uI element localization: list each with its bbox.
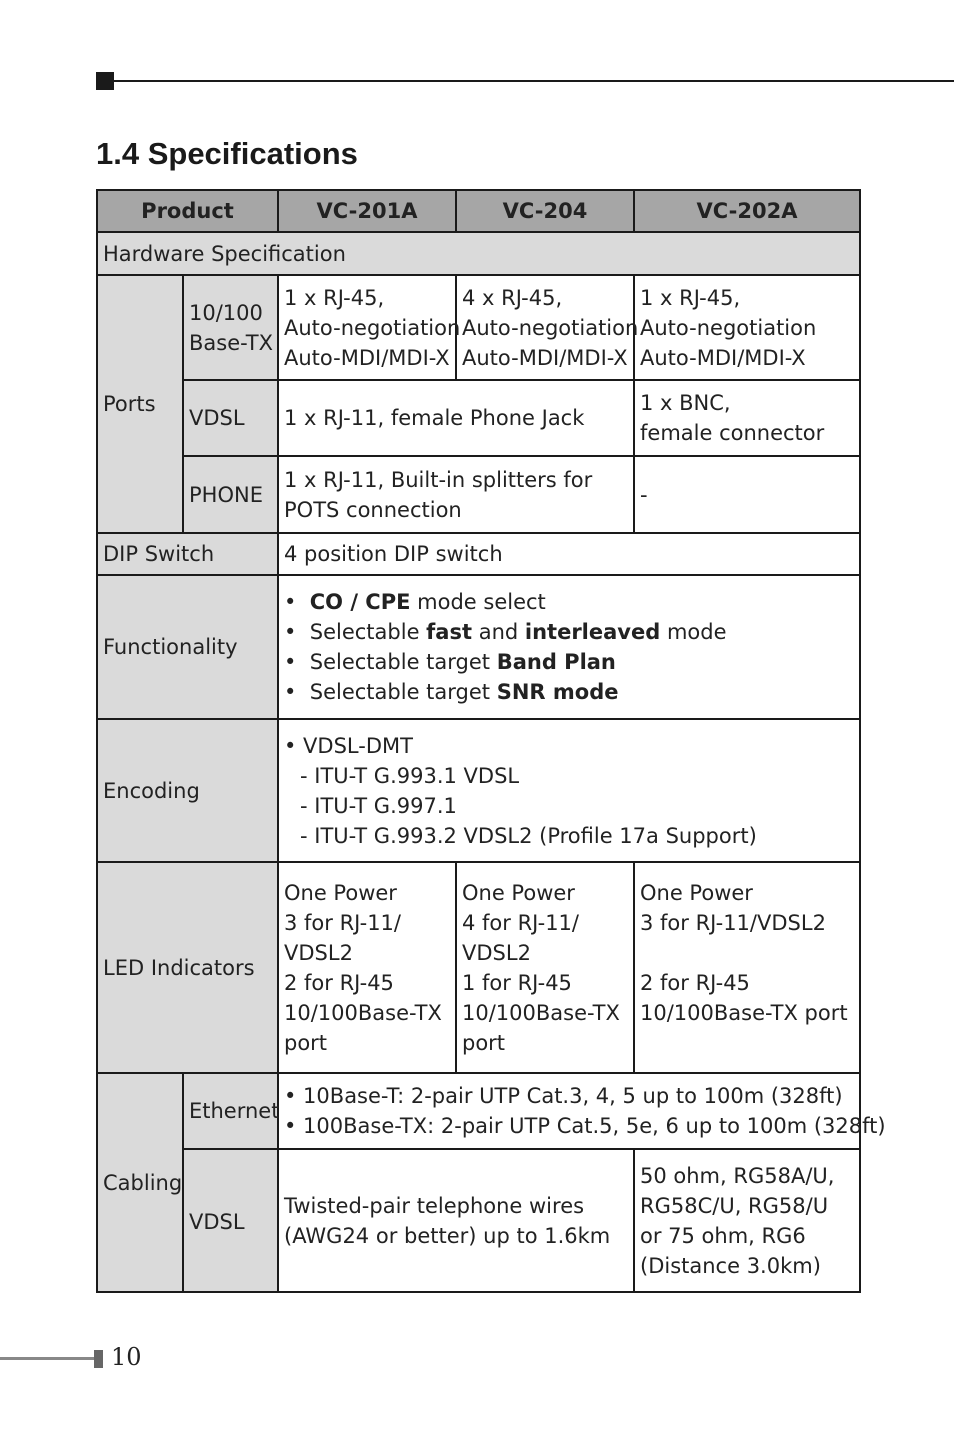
vdsl-port-vc-201a-204: 1 x RJ-11, female Phone Jack (278, 380, 634, 456)
vdsl-port-vc-202a: 1 x BNC, female connector (634, 380, 860, 456)
table-row (97, 456, 860, 533)
list-item: • Selectable fast and interleaved mode (284, 620, 727, 644)
vdsl-cabling-label: VDSL (183, 1149, 278, 1292)
base-tx-vc-204: 4 x RJ-45, Auto-negotiation Auto-MDI/MDI-X (456, 275, 634, 380)
encoding-label: Encoding (97, 719, 278, 862)
table-header-row (97, 190, 860, 232)
specifications-table (96, 189, 886, 1293)
phone-port-vc-202a: - (634, 456, 860, 533)
list-item: • CO / CPE mode select (284, 590, 546, 614)
table-row (97, 575, 860, 719)
table-row (97, 862, 860, 1073)
section-title: 1.4 Specifications (96, 136, 358, 171)
header-product: Product (97, 190, 278, 232)
vdsl-port-label: VDSL (183, 380, 278, 456)
header-vc-201a: VC-201A (278, 190, 456, 232)
dip-switch-value: 4 position DIP switch (278, 533, 860, 575)
header-vc-204: VC-204 (456, 190, 634, 232)
table-row (97, 533, 860, 575)
base-tx-vc-201a: 1 x RJ-45, Auto-negotiation Auto-MDI/MDI-X (278, 275, 456, 380)
ethernet-cabling-value: • 10Base-T: 2-pair UTP Cat.3, 4, 5 up to 100m (328ft) • 100Base-TX: 2-pair UTP Cat.5, 5e, 6 up to 100m (328ft) (278, 1073, 860, 1149)
cabling-label: Cabling (97, 1073, 183, 1292)
footer-rule-square (94, 1350, 103, 1368)
encoding-value: • VDSL-DMT - ITU-T G.993.1 VDSL - ITU-T G.997.1 - ITU-T G.993.2 VDSL2 (Profile 17a Support) (278, 719, 860, 862)
base-tx-label: 10/100 Base-TX (183, 275, 278, 380)
header-rule-square (96, 72, 114, 90)
vdsl-cabling-vc-201a-204: Twisted-pair telephone wires (AWG24 or better) up to 1.6km (278, 1149, 634, 1292)
table-row (97, 275, 860, 380)
phone-port-label: PHONE (183, 456, 278, 533)
table-row (97, 1073, 860, 1149)
functionality-value (278, 575, 860, 719)
led-vc-204: One Power 4 for RJ-11/ VDSL2 1 for RJ-45 10/100Base-TX port (456, 862, 634, 1073)
footer-rule-line (0, 1357, 94, 1360)
led-vc-201a: One Power 3 for RJ-11/ VDSL2 2 for RJ-45 10/100Base-TX port (278, 862, 456, 1073)
hardware-section-row (97, 232, 860, 275)
ports-label: Ports (97, 275, 183, 533)
led-indicators-label: LED Indicators (97, 862, 278, 1073)
functionality-label: Functionality (97, 575, 278, 719)
ethernet-cabling-label: Ethernet (183, 1073, 278, 1149)
base-tx-vc-202a: 1 x RJ-45, Auto-negotiation Auto-MDI/MDI-X (634, 275, 860, 380)
vdsl-cabling-vc-202a: 50 ohm, RG58A/U, RG58C/U, RG58/U or 75 ohm, RG6 (Distance 3.0km) (634, 1149, 860, 1292)
led-vc-202a: One Power 3 for RJ-11/VDSL2 2 for RJ-45 10/100Base-TX port (634, 862, 860, 1073)
list-item: • Selectable target SNR mode (284, 680, 619, 704)
phone-port-vc-201a-204: 1 x RJ-11, Built-in splitters for POTS connection (278, 456, 634, 533)
page-number: 10 (111, 1343, 142, 1371)
header-vc-202a: VC-202A (634, 190, 860, 232)
table-row (97, 380, 860, 456)
list-item: • Selectable target Band Plan (284, 650, 616, 674)
hardware-section-label: Hardware Specification (97, 232, 860, 275)
dip-switch-label: DIP Switch (97, 533, 278, 575)
table-row (97, 719, 860, 862)
header-rule-line (114, 80, 954, 82)
table-row (97, 1149, 860, 1292)
